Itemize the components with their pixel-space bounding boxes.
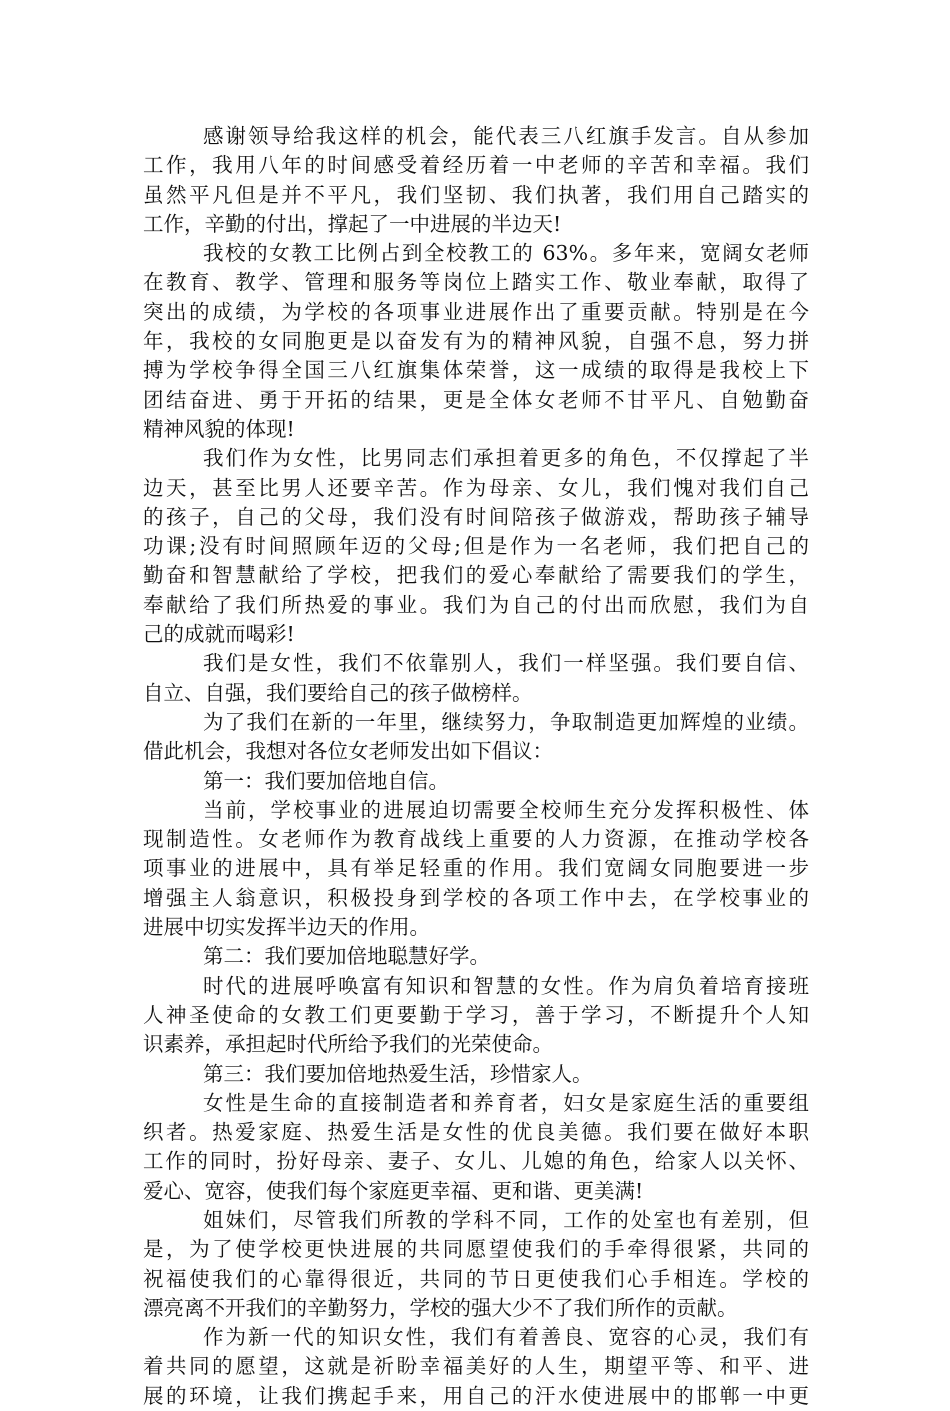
text-line: 爱心、宽容，使我们每个家庭更幸福、更和谐、更美满! <box>143 1178 644 1203</box>
text-line: 勤奋和智慧献给了学校，把我们的爱心奉献给了需要我们的学生， <box>143 563 809 588</box>
text-line: 进展中切实发挥半边天的作用。 <box>143 915 430 940</box>
text-line: 借此机会，我想对各位女老师发出如下倡议： <box>143 739 553 764</box>
text-line: 工作，我用八年的时间感受着经历着一中老师的辛苦和幸福。我们 <box>143 153 809 178</box>
text-line: 边天，甚至比男人还要辛苦。作为母亲、女儿，我们愧对我们自己 <box>143 475 809 500</box>
text-line: 年，我校的女同胞更是以奋发有为的精神风貌，自强不息，努力拼 <box>143 329 809 354</box>
document-body <box>143 122 809 1411</box>
text-line: 时代的进展呼唤富有知识和智慧的女性。作为肩负着培育接班 <box>203 973 809 998</box>
text-line: 作为新一代的知识女性，我们有着善良、宽容的心灵，我们有 <box>203 1325 809 1350</box>
text-line: 第三：我们要加倍地热爱生活，珍惜家人。 <box>203 1061 593 1086</box>
text-line: 项事业的进展中，具有举足轻重的作用。我们宽阔女同胞要进一步 <box>143 856 809 881</box>
text-line: 着共同的愿望，这就是祈盼幸福美好的人生，期望平等、和平、进 <box>143 1354 809 1379</box>
text-line: 自立、自强，我们要给自己的孩子做榜样。 <box>143 680 533 705</box>
text-line: 识素养，承担起时代所给予我们的光荣使命。 <box>143 1032 553 1057</box>
text-line: 为了我们在新的一年里，继续努力，争取制造更加辉煌的业绩。 <box>203 709 809 734</box>
text-line: 增强主人翁意识，积极投身到学校的各项工作中去，在学校事业的 <box>143 885 809 910</box>
text-line: 我们是女性，我们不依靠别人，我们一样坚强。我们要自信、 <box>203 651 809 676</box>
text-line: 精神风貌的体现! <box>143 416 295 441</box>
text-line: 织者。热爱家庭、热爱生活是女性的优良美德。我们要在做好本职 <box>143 1120 809 1145</box>
text-line: 团结奋进、勇于开拓的结果，更是全体女老师不甘平凡、自勉勤奋 <box>143 387 809 412</box>
text-line: 现制造性。女老师作为教育战线上重要的人力资源，在推动学校各 <box>143 827 809 852</box>
text-line: 我校的女教工比例占到全校教工的 63%。多年来，宽阔女老师 <box>203 241 809 266</box>
text-line: 是，为了使学校更快进展的共同愿望使我们的手牵得很紧，共同的 <box>143 1237 809 1262</box>
text-line: 功课;没有时间照顾年迈的父母;但是作为一名老师，我们把自己的 <box>143 534 809 559</box>
text-line: 第二：我们要加倍地聪慧好学。 <box>203 944 490 969</box>
text-line: 奉献给了我们所热爱的事业。我们为自己的付出而欣慰，我们为自 <box>143 592 809 617</box>
text-line: 工作的同时，扮好母亲、妻子、女儿、儿媳的角色，给家人以关怀、 <box>143 1149 809 1174</box>
text-line: 祝福使我们的心靠得很近，共同的节日更使我们心手相连。学校的 <box>143 1266 809 1291</box>
text-line: 己的成就而喝彩! <box>143 622 295 647</box>
text-line: 姐妹们，尽管我们所教的学科不同，工作的处室也有差别，但 <box>203 1207 809 1232</box>
text-line: 我们作为女性，比男同志们承担着更多的角色，不仅撑起了半 <box>203 446 809 471</box>
text-line: 漂亮离不开我们的辛勤努力，学校的强大少不了我们所作的贡献。 <box>143 1295 738 1320</box>
text-line: 第一：我们要加倍地自信。 <box>203 768 449 793</box>
text-line: 感谢领导给我这样的机会，能代表三八红旗手发言。自从参加 <box>203 124 809 148</box>
text-line: 工作，辛勤的付出，撑起了一中进展的半边天! <box>143 211 562 236</box>
text-line: 突出的成绩，为学校的各项事业进展作出了重要贡献。特别是在今 <box>143 299 809 324</box>
text-line: 在教育、教学、管理和服务等岗位上踏实工作、敬业奉献，取得了 <box>143 270 809 295</box>
text-line: 当前，学校事业的进展迫切需要全校师生充分发挥积极性、体 <box>203 797 809 822</box>
text-line: 的孩子，自己的父母，我们没有时间陪孩子做游戏，帮助孩子辅导 <box>143 504 809 529</box>
text-line: 展的环境，让我们携起手来，用自己的汗水使进展中的邯郸一中更 <box>143 1383 809 1408</box>
text-line: 虽然平凡但是并不平凡，我们坚韧、我们执著，我们用自己踏实的 <box>143 182 809 207</box>
text-line: 搏为学校争得全国三八红旗集体荣誉，这一成绩的取得是我校上下 <box>143 358 809 383</box>
text-line: 人神圣使命的女教工们更要勤于学习，善于学习，不断提升个人知 <box>143 1002 809 1027</box>
text-line: 女性是生命的直接制造者和养育者，妇女是家庭生活的重要组 <box>203 1090 809 1115</box>
